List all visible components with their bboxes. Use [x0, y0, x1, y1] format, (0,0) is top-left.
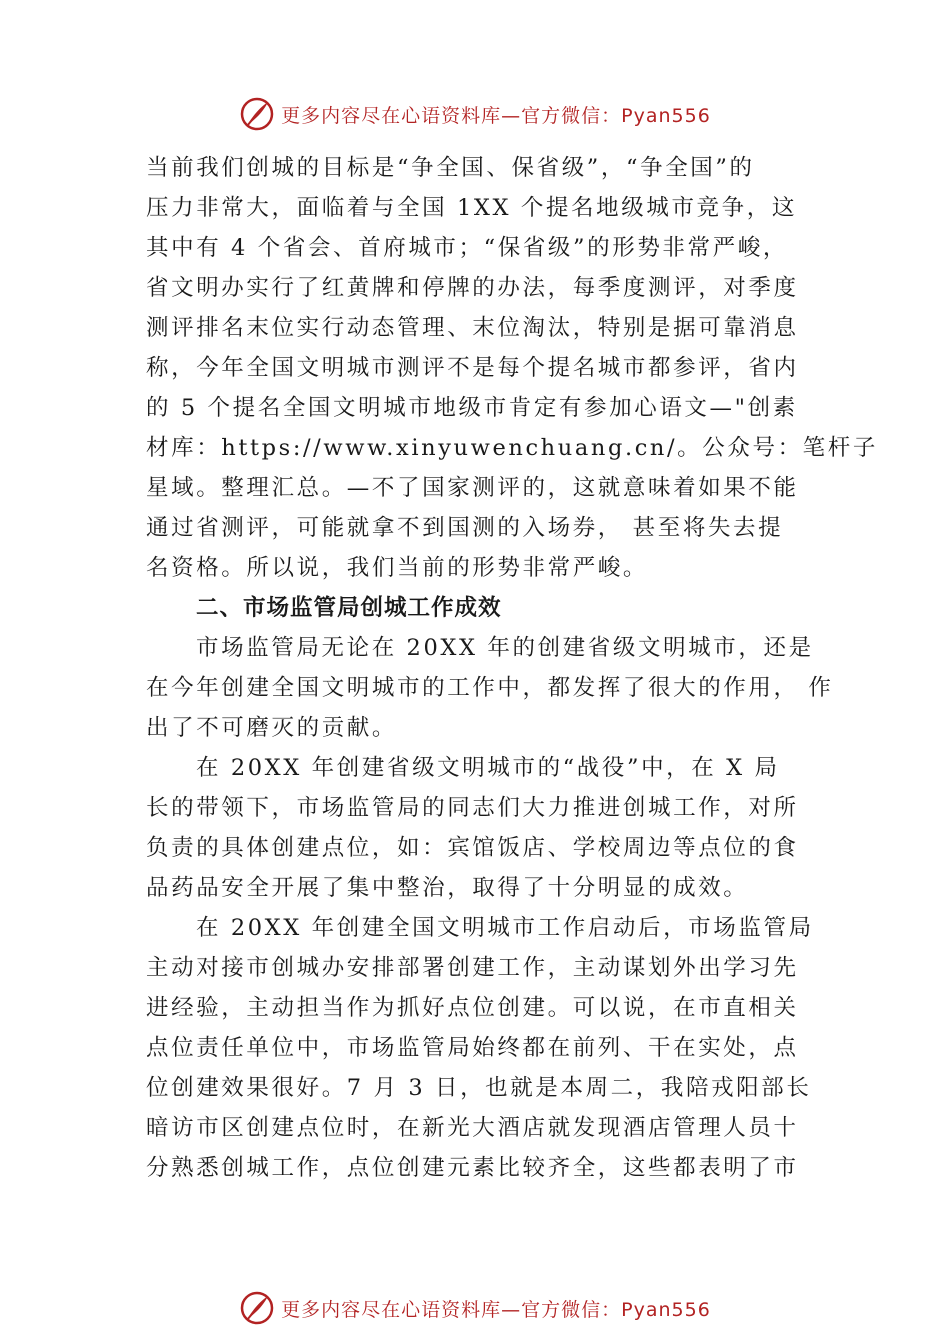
text-line: 名资格。所以说，我们当前的形势非常严峻。 [146, 555, 649, 581]
section-heading: 二、市场监管局创城工作成效 [196, 595, 502, 621]
text-line: 主动对接市创城办安排部署创建工作，主动谋划外出学习先 [146, 955, 799, 981]
text-line: 的 5 个提名全国文明城市地级市肯定有参加心语文—"创素 [146, 395, 798, 421]
text-line: 省文明办实行了红黄牌和停牌的办法，每季度测评，对季度 [146, 275, 799, 301]
text-line: 出了不可磨灭的贡献。 [146, 715, 398, 741]
header-banner [0, 94, 950, 134]
text-line: 进经验，主动担当作为抓好点位创建。可以说，在市直相关 [146, 995, 799, 1021]
banner-text: 更多内容尽在心语资料库—官方微信：Pyan556 [281, 1298, 711, 1321]
paragraph-2 [146, 628, 834, 748]
text-line: 在 20XX 年创建省级文明城市的“战役”中，在 X 局 [196, 755, 780, 781]
paragraph-1 [146, 148, 878, 588]
text-line: 在 20XX 年创建全国文明城市工作启动后，市场监管局 [196, 915, 814, 941]
document-body [146, 148, 878, 1188]
quill-logo-icon [239, 96, 275, 132]
text-line: 在今年创建全国文明城市的工作中，都发挥了很大的作用， 作 [146, 675, 834, 701]
text-line: 分熟悉创城工作，点位创建元素比较齐全，这些都表明了市 [146, 1155, 799, 1181]
text-line: 测评排名末位实行动态管理、末位淘汰，特别是据可靠消息 [146, 315, 799, 341]
text-line: 星域。整理汇总。—不了国家测评的，这就意味着如果不能 [146, 475, 799, 501]
text-line: 当前我们创城的目标是“争全国、保省级”，“争全国”的 [146, 155, 755, 181]
paragraph-3 [146, 748, 814, 908]
text-line: 通过省测评，可能就拿不到国测的入场券， 甚至将失去提 [146, 515, 784, 541]
paragraph-4 [146, 908, 814, 1188]
text-line: 暗访市区创建点位时，在新光大酒店就发现酒店管理人员十 [146, 1115, 799, 1141]
quill-logo-icon [239, 1290, 275, 1326]
banner-text: 更多内容尽在心语资料库—官方微信：Pyan556 [281, 104, 711, 127]
text-line: 长的带领下，市场监管局的同志们大力推进创城工作，对所 [146, 795, 799, 821]
text-line: 压力非常大，面临着与全国 1XX 个提名地级城市竞争，这 [146, 195, 797, 221]
text-line: 位创建效果很好。7 月 3 日，也就是本周二，我陪戎阳部长 [146, 1075, 812, 1101]
text-line: 市场监管局无论在 20XX 年的创建省级文明城市，还是 [196, 635, 814, 661]
text-line: 点位责任单位中，市场监管局始终都在前列、干在实处，点 [146, 1035, 799, 1061]
text-line: 材库：https://www.xinyuwenchuang.cn/。公众号：笔杆子 [146, 435, 878, 461]
text-line: 品药品安全开展了集中整治，取得了十分明显的成效。 [146, 875, 749, 901]
footer-banner [0, 1288, 950, 1328]
text-line: 其中有 4 个省会、首府城市；“保省级”的形势非常严峻， [146, 235, 788, 261]
text-line: 负责的具体创建点位，如：宾馆饭店、学校周边等点位的食 [146, 835, 799, 861]
text-line: 称，今年全国文明城市测评不是每个提名城市都参评，省内 [146, 355, 799, 381]
